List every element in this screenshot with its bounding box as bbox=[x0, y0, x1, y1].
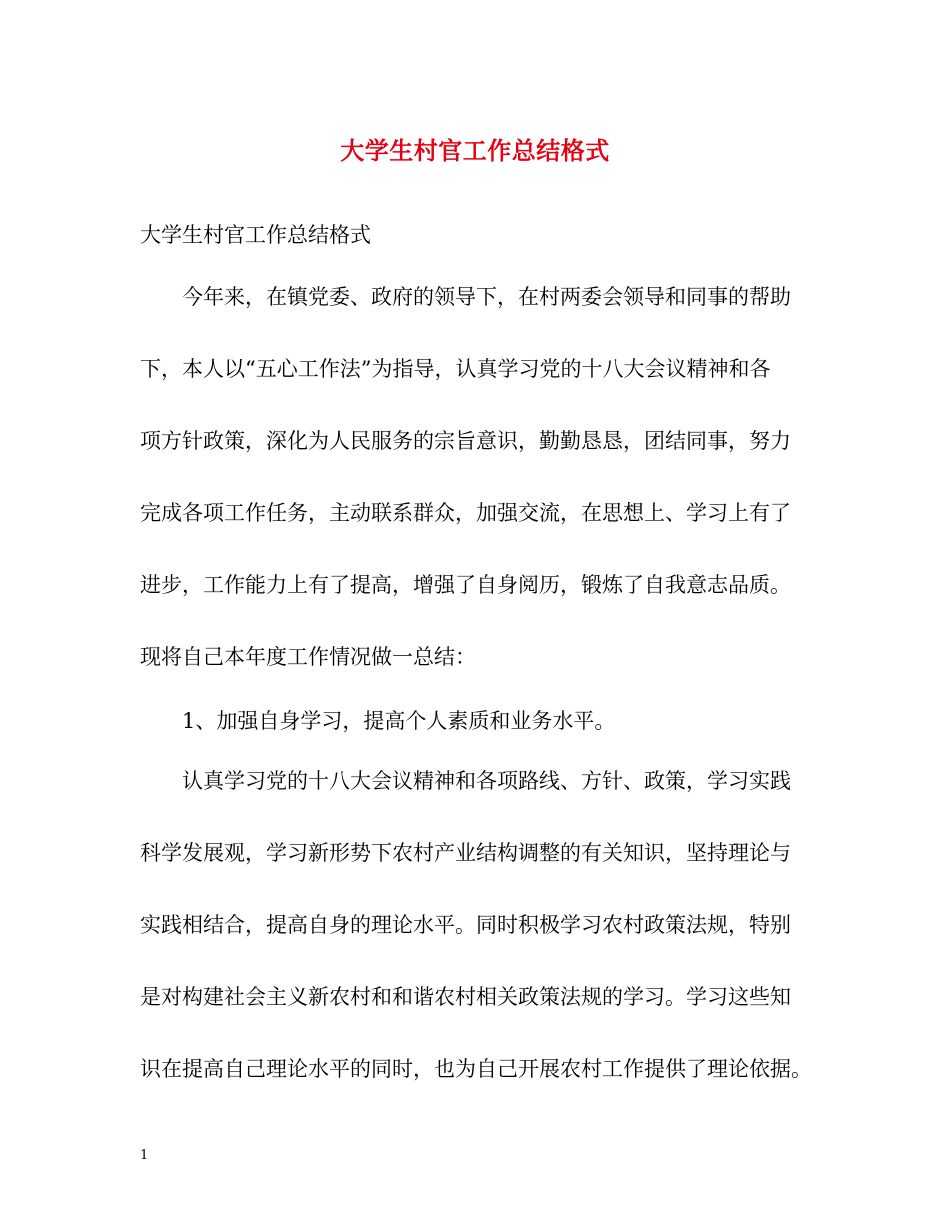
document-subtitle: 大学生村官工作总结格式 bbox=[140, 223, 371, 247]
paragraph-line: 进步，工作能力上有了提高，增强了自身阅历，锻炼了自我意志品质。 bbox=[140, 573, 791, 597]
paragraph-line: 下，本人以“五心工作法”为指导，认真学习党的十八大会议精神和各 bbox=[140, 357, 771, 381]
paragraph-line: 认真学习党的十八大会议精神和各项路线、方针、政策，学习实践 bbox=[182, 769, 791, 793]
paragraph-line: 科学发展观，学习新形势下农村产业结构调整的有关知识，坚持理论与 bbox=[140, 841, 791, 865]
paragraph-line: 实践相结合，提高自身的理论水平。同时积极学习农村政策法规，特别 bbox=[140, 913, 791, 937]
section-heading: 1、加强自身学习，提高个人素质和业务水平。 bbox=[182, 709, 616, 733]
paragraph-line: 识在提高自己理论水平的同时，也为自己开展农村工作提供了理论依据。 bbox=[140, 1057, 812, 1081]
page-number: 1 bbox=[140, 1148, 149, 1163]
document-title: 大学生村官工作总结格式 bbox=[340, 136, 610, 165]
paragraph-line: 完成各项工作任务，主动联系群众，加强交流，在思想上、学习上有了 bbox=[140, 501, 791, 525]
paragraph-line: 今年来，在镇党委、政府的领导下，在村两委会领导和同事的帮助 bbox=[182, 285, 791, 309]
paragraph-line: 是对构建社会主义新农村和和谐农村相关政策法规的学习。学习这些知 bbox=[140, 985, 791, 1009]
paragraph-line: 现将自己本年度工作情况做一总结： bbox=[140, 645, 476, 669]
paragraph-line: 项方针政策，深化为人民服务的宗旨意识，勤勤恳恳，团结同事，努力 bbox=[140, 429, 791, 453]
